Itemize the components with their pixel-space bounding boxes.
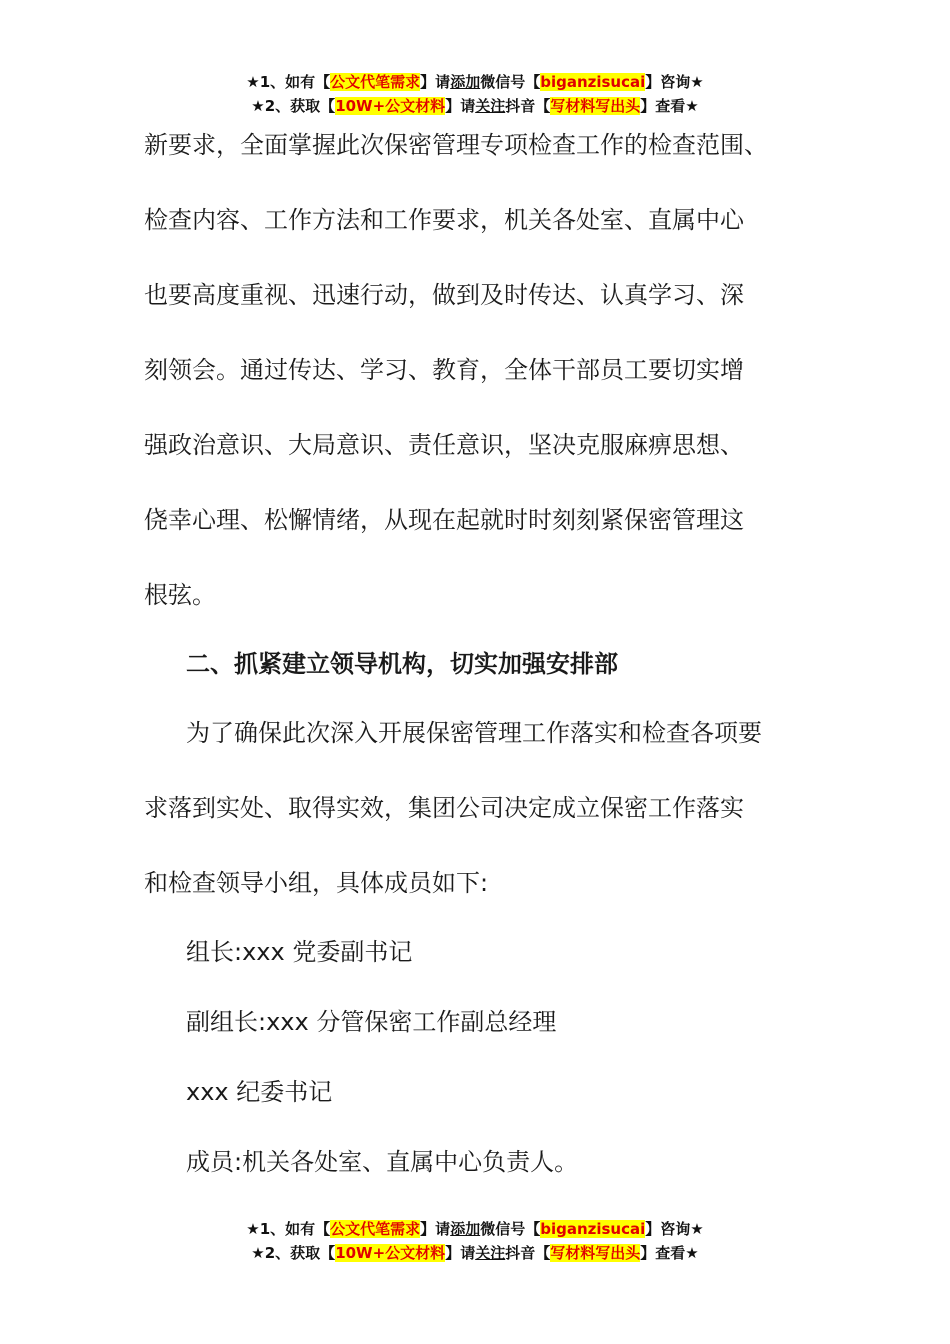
banner-underline: 添加 — [450, 73, 481, 91]
banner-text: 微信号【 — [480, 1220, 541, 1238]
banner-wechat-id: biganzisucai — [540, 1220, 646, 1238]
banner-line-2 — [0, 1241, 950, 1265]
paragraph-line: 为了确保此次深入开展保密管理工作落实和检查各项要 — [186, 719, 762, 747]
header-banner — [0, 70, 950, 118]
banner-text: ★2、获取【 — [251, 97, 336, 115]
footer-banner — [0, 1217, 950, 1265]
banner-text: ★1、如有【 — [246, 73, 331, 91]
paragraph-line: 求落到实处、取得实效，集团公司决定成立保密工作落实 — [144, 794, 744, 822]
paragraph-line: 强政治意识、大局意识、责任意识，坚决克服麻痹思想、 — [144, 431, 744, 459]
banner-underline: 关注 — [475, 1244, 506, 1262]
paragraph-line: 和检查领导小组，具体成员如下: — [144, 869, 489, 897]
banner-text: 】请 — [420, 1220, 451, 1238]
banner-highlight: 10W+公文材料 — [335, 1244, 446, 1262]
banner-line-1 — [0, 1217, 950, 1241]
paragraph-line: 侥幸心理、松懈情绪，从现在起就时时刻刻紧保密管理这 — [144, 506, 744, 534]
banner-text: 微信号【 — [480, 73, 541, 91]
leader-line: 组长:xxx 党委副书记 — [186, 938, 413, 966]
banner-text: 】咨询★ — [645, 1220, 704, 1238]
banner-text: 】请 — [420, 73, 451, 91]
banner-highlight: 公文代笔需求 — [330, 73, 421, 91]
banner-line-1 — [0, 70, 950, 94]
section-heading: 二、抓紧建立领导机构，切实加强安排部 — [186, 650, 618, 678]
banner-text: 】请 — [445, 97, 476, 115]
members-line: 成员:机关各处室、直属中心负责人。 — [186, 1148, 579, 1176]
banner-underline: 关注 — [475, 97, 506, 115]
banner-highlight: 10W+公文材料 — [335, 97, 446, 115]
banner-douyin-id: 写材料写出头 — [550, 97, 641, 115]
banner-wechat-id: biganzisucai — [540, 73, 646, 91]
paragraph-line: 也要高度重视、迅速行动，做到及时传达、认真学习、深 — [144, 281, 744, 309]
paragraph-line: 刻领会。通过传达、学习、教育，全体干部员工要切实增 — [144, 356, 744, 384]
banner-underline: 添加 — [450, 1220, 481, 1238]
banner-text: ★1、如有【 — [246, 1220, 331, 1238]
banner-douyin-id: 写材料写出头 — [550, 1244, 641, 1262]
banner-highlight: 公文代笔需求 — [330, 1220, 421, 1238]
banner-text: 抖音【 — [505, 97, 551, 115]
banner-text: ★2、获取【 — [251, 1244, 336, 1262]
deputy-leader-line: 副组长:xxx 分管保密工作副总经理 — [186, 1008, 557, 1036]
banner-line-2 — [0, 94, 950, 118]
banner-text: 抖音【 — [505, 1244, 551, 1262]
paragraph-line: 新要求，全面掌握此次保密管理专项检查工作的检查范围、 — [144, 131, 768, 159]
deputy-leader-line-2: xxx 纪委书记 — [186, 1078, 333, 1106]
banner-text: 】请 — [445, 1244, 476, 1262]
banner-text: 】查看★ — [640, 1244, 699, 1262]
paragraph-line: 检查内容、工作方法和工作要求，机关各处室、直属中心 — [144, 206, 744, 234]
banner-text: 】查看★ — [640, 97, 699, 115]
banner-text: 】咨询★ — [645, 73, 704, 91]
paragraph-line: 根弦。 — [144, 581, 216, 609]
